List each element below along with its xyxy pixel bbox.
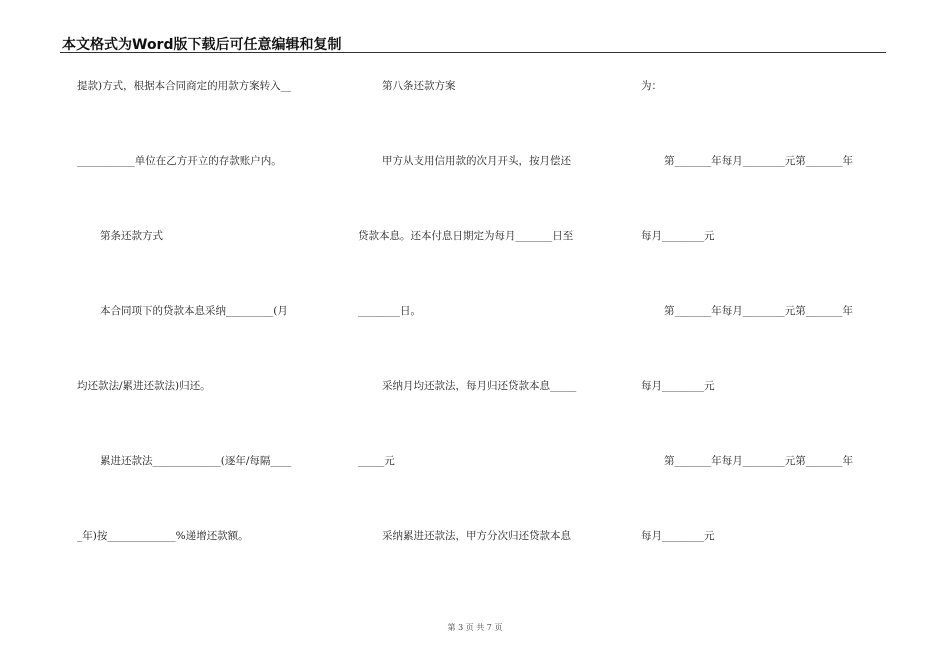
text-line: 第_______年每月________元第_______年 <box>664 455 853 467</box>
text-line: 贷款本息。还本付息日期定为每月_______日至 <box>358 230 574 242</box>
text-line: ___________单位在乙方开立的存款账户内。 <box>77 155 282 167</box>
header-divider <box>60 52 886 53</box>
text-line: 均还款法/累进还款法)归还。 <box>77 380 211 392</box>
text-line: 为： <box>641 80 662 92</box>
text-line: 本合同项下的贷款本息采纳_________(月 <box>100 305 288 317</box>
text-line: 每月________元 <box>641 380 715 392</box>
text-line: 甲方从支用信用款的次月开头，按月偿还 <box>382 155 571 167</box>
text-line: 每月________元 <box>641 530 715 542</box>
page-number: 第 3 页 共 7 页 <box>447 623 503 632</box>
text-line: 提款)方式，根据本合同商定的用款方案转入__ <box>77 80 292 92</box>
text-line: _年)按_____________%递增还款额。 <box>77 530 249 542</box>
text-line: 第_______年每月________元第_______年 <box>664 305 853 317</box>
text-line: 第条还款方式 <box>100 230 163 242</box>
text-line: 第八条还款方案 <box>382 80 456 92</box>
text-line: 每月________元 <box>641 230 715 242</box>
text-line: 采纳累进还款法，甲方分次归还贷款本息 <box>382 530 571 542</box>
text-line: _____元 <box>358 455 395 467</box>
text-line: 采纳月均还款法，每月归还贷款本息_____ <box>382 380 577 392</box>
text-line: ________日。 <box>358 305 421 317</box>
text-line: 累进还款法_____________(逐年/每隔____ <box>100 455 292 467</box>
document-header-title: 本文格式为Word版下载后可任意编辑和复制 <box>62 37 342 53</box>
text-line: 第_______年每月________元第_______年 <box>664 155 853 167</box>
